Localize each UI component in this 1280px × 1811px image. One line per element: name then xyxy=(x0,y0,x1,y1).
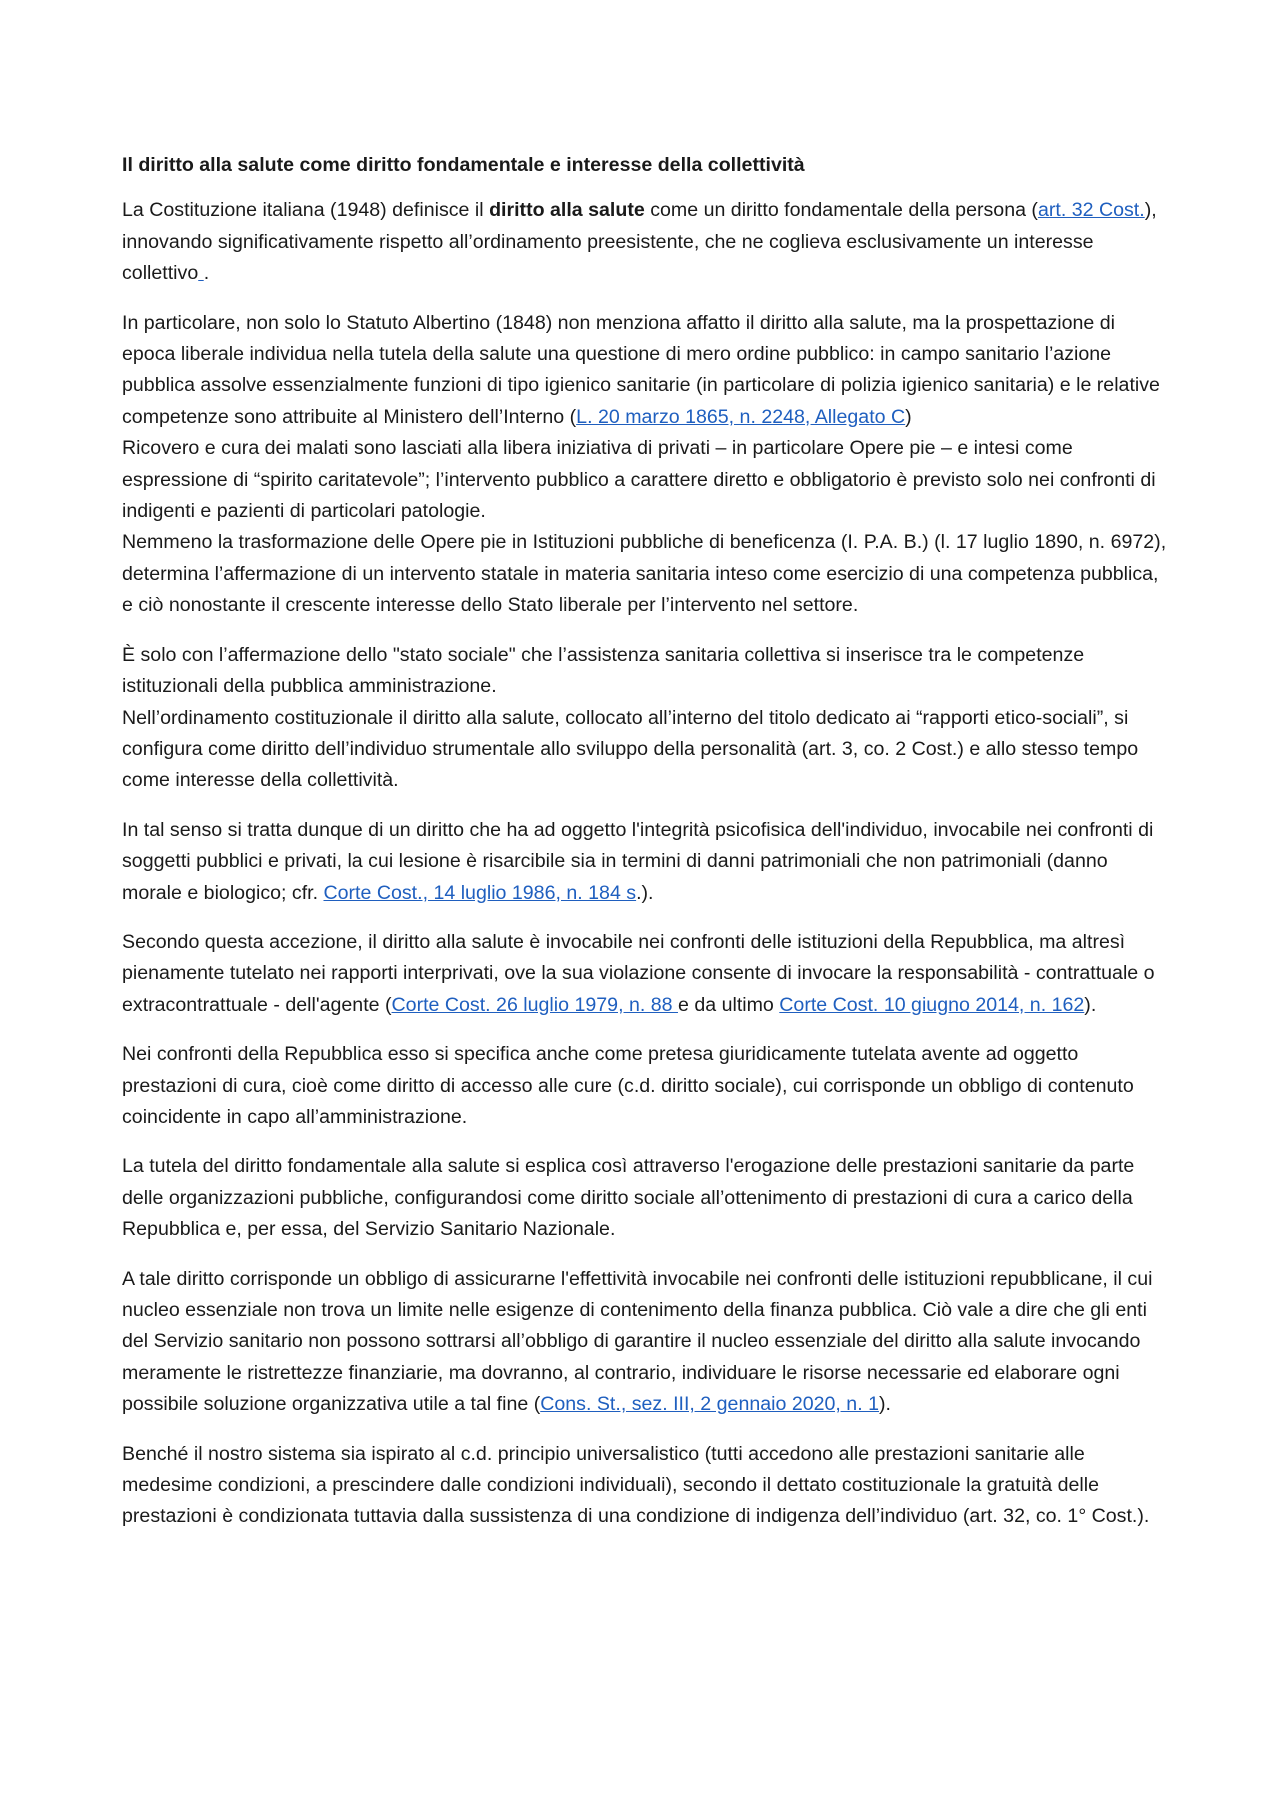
paragraph-rapporti-interprivati xyxy=(122,927,1172,1021)
text: come un diritto fondamentale della persona ( xyxy=(644,199,1038,222)
paragraph-ipab: Nemmeno la trasformazione delle Opere pie in Istituzioni pubbliche di beneficenza (I. P.A. B.) (l. 17 luglio 1890, n. 6972), determina l’affermazione di un intervento statale in materia sanitaria inteso come esercizio di una competenza pubblica, e ciò nonostante il crescente interesse dello Stato liberale per l’intervento nel settore. xyxy=(122,531,1167,617)
link-cons-st-2020[interactable]: Cons. St., sez. III, 2 gennaio 2020, n. 1 xyxy=(540,1393,879,1416)
document-page xyxy=(122,150,1172,1551)
link-corte-cost-1986[interactable]: Corte Cost., 14 luglio 1986, n. 184 s xyxy=(323,881,637,904)
text: ). xyxy=(1084,993,1097,1016)
paragraph-ricovero-cura: Ricovero e cura dei malati sono lasciati alla libera iniziativa di privati – in particolare Opere pie – e intesi come espressione di “spirito caritatevole”; l’intervento pubblico a carattere diretto e obbligatorio è previsto solo nei confronti di indigenti e pazienti di particolari patologie. xyxy=(122,437,1156,523)
paragraph-stato-sociale: È solo con l’affermazione dello "stato sociale" che l’assistenza sanitaria collettiva si inserisce tra le competenze istituzionali della pubblica amministrazione. xyxy=(122,643,1085,698)
text: . xyxy=(203,262,210,285)
text: ) xyxy=(905,405,912,428)
paragraph-ordinamento-costituzionale: Nell’ordinamento costituzionale il diritto alla salute, collocato all’interno del titolo dedicato ai “rapporti etico-sociali”, si configura come diritto dell’individuo strumentale allo sviluppo della personalità (art. 3, co. 2 Cost.) e allo stesso tempo come interesse della collettività. xyxy=(122,706,1139,792)
document-title: Il diritto alla salute come diritto fondamentale e interesse della collettività xyxy=(122,154,805,176)
text: e da ultimo xyxy=(677,993,780,1016)
link-legge-1865[interactable]: L. 20 marzo 1865, n. 2248, Allegato C xyxy=(576,405,906,428)
text: In particolare, non solo lo Statuto Albertino (1848) non menziona affatto il diritto alla salute, ma la prospettazione di epoca liberale individua nella tutela della salute una questione di mero ordine pubblico: in campo sanitario l’azione pubblica assolve essenzialmente funzioni di tipo igienico sanitarie (in particolare di polizia igienico sanitaria) e le relative competenze sono attribuite al Ministero dell’Interno ( xyxy=(122,311,1160,428)
text: ), innovando significativamente rispetto all’ordinamento preesistente, che ne coglieva esclusivamente un interesse collettivo xyxy=(122,199,1157,285)
paragraph-tutela-diritto: La tutela del diritto fondamentale alla salute si esplica così attraverso l'erogazione delle prestazioni sanitarie da parte delle organizzazioni pubbliche, configurandosi come diritto sociale all’ottenimento di prestazioni di cura a carico della Repubblica e, per essa, del Servizio Sanitario Nazionale. xyxy=(122,1155,1135,1241)
paragraph-pretesa-giuridica: Nei confronti della Repubblica esso si specifica anche come pretesa giuridicamente tutelata avente ad oggetto prestazioni di cura, cioè come diritto di accesso alle cure (c.d. diritto sociale), cui corrisponde un obbligo di contenuto coincidente in capo all’amministrazione. xyxy=(122,1043,1134,1128)
link-art-32-cost[interactable]: art. 32 Cost. xyxy=(1037,199,1145,222)
link-corte-cost-2014[interactable]: Corte Cost. 10 giugno 2014, n. 162 xyxy=(779,993,1085,1016)
text: In tal senso si tratta dunque di un diritto che ha ad oggetto l'integrità psicofisica dell'individuo, invocabile nei confronti di soggetti pubblici e privati, la cui lesione è risarcibile sia in termini di danni patrimoniali che non patrimoniali (danno morale e biologico; cfr. xyxy=(122,818,1154,904)
paragraph-obbligo-effettivita xyxy=(122,1264,1172,1421)
paragraph-principio-universalistico: Benché il nostro sistema sia ispirato al c.d. principio universalistico (tutti accedono alle prestazioni sanitarie alle medesime condizioni, a prescindere dalle condizioni individuali), secondo il dettato costituzionale la gratuità delle prestazioni è condizionata tuttavia dalla sussistenza di una condizione di indigenza dell’individuo (art. 32, co. 1° Cost.). xyxy=(122,1442,1150,1528)
text: A tale diritto corrisponde un obbligo di assicurarne l'effettività invocabile nei confronti delle istituzioni repubblicane, il cui nucleo essenziale non trova un limite nelle esigenze di contenimento della finanza pubblica. Ciò vale a dire che gli enti del Servizio sanitario non possono sottrarsi all’obbligo di garantire il nucleo essenziale del diritto alla salute invocando meramente le ristrettezze finanziarie, ma dovranno, al contrario, individuare le risorse necessarie ed elaborare ogni possibile soluzione organizzativa utile a tal fine ( xyxy=(122,1267,1153,1416)
text: ). xyxy=(878,1393,891,1416)
text: La Costituzione italiana (1948) definisce il xyxy=(122,199,490,222)
paragraph-integrita-psicofisica xyxy=(122,815,1172,909)
link-corte-cost-1979[interactable]: Corte Cost. 26 luglio 1979, n. 88 xyxy=(391,993,678,1016)
text: Secondo questa accezione, il diritto alla salute è invocabile nei confronti delle istituzioni della Repubblica, ma altresì pienamente tutelato nei rapporti interprivati, ove la sua violazione consente di invocare la responsabilità - contrattuale o extracontrattuale - dell'agente ( xyxy=(122,930,1155,1016)
text: .). xyxy=(636,881,654,904)
paragraph-costituzione xyxy=(122,195,1172,289)
paragraph-statuto-albertino xyxy=(122,308,1172,434)
bold-diritto-alla-salute: diritto alla salute xyxy=(489,199,645,222)
